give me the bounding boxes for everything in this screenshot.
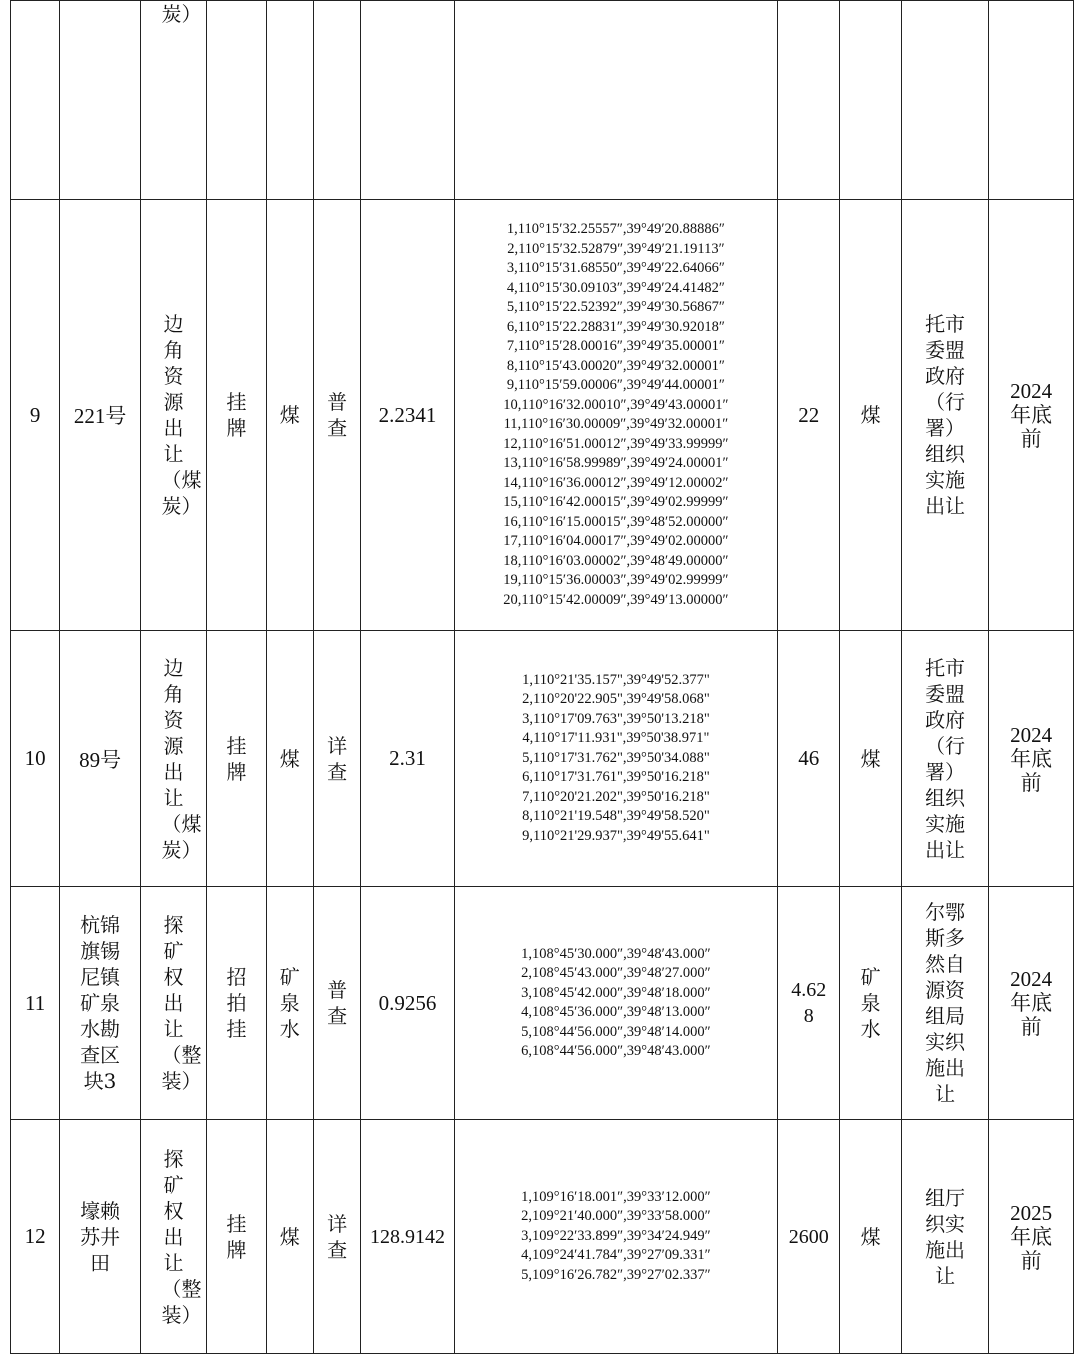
area-cell: 0.9256: [361, 887, 455, 1120]
stage-text: 详查: [327, 733, 348, 784]
time-text: 2024年底前: [1010, 379, 1053, 451]
mineral-text: 煤: [279, 403, 300, 427]
mineral2-text: 煤: [860, 1224, 881, 1249]
mineral2-text: 煤: [860, 746, 881, 771]
time-cell: [989, 887, 1074, 1120]
coords-cell: [454, 1120, 777, 1354]
mineral-cell: [266, 887, 313, 1120]
table-row: [11, 1, 1074, 200]
name-cell: 221号: [60, 200, 141, 631]
org-cell: [901, 1, 989, 200]
coords-cell: [454, 200, 777, 631]
area-cell: 2.31: [361, 631, 455, 887]
mineral-text: 矿泉水: [279, 965, 300, 1041]
seq-cell: 12: [11, 1120, 60, 1354]
method-text: 探矿权出让（整装）: [161, 913, 202, 1093]
seq-cell: 11: [11, 887, 60, 1120]
coords-text: 1,110°21'35.157",39°49'52.377" 2,110°20'22.905",39°49'58.068" 3,110°17'09.763",39°50'13.218" 4,110°17'11.931",39°50'38.971" 5,110°17'31.762",39°50'34.088" 6,110°17'31.761",39°50'16.218" 7,110°20'21.202",39°50'16.218" 8,110°21'19.548",39°49'58.520" 9,110°21'29.937",39°49'55.641": [522, 671, 710, 844]
mineral-text: 煤: [279, 746, 300, 771]
org-text: 尔鄂斯多然自源资组局实织施出让: [925, 900, 966, 1106]
name-cell: 89号: [60, 631, 141, 887]
coords-text: 1,110°15′32.25557″,39°49′20.88886″ 2,110°15′32.52879″,39°49′21.19113″ 3,110°15′31.68550″,39°49′22.64066″ 4,110°15′30.09103″,39°49′24.41482″ 5,110°15′22.52392″,39°49′30.56867″ 6,110°15′22.28831″,39°49′30.92018″ 7,110°15′28.00016″,39°49′35.00001″ 8,110°15′43.00020″,39°49′32.00001″ 9,110°15′59.00006″,39°49′44.00001″ 10,110°16′32.00010″,39°49′43.00001″ 11,110°16′30.00009″,39°49′32.00001″ 12,110°16′51.00012″,39°49′33.99999″ 13,110°16′58.99989″,39°49′24.00001″ 14,110°16′36.00012″,39°49′12.00002″ 15,110°16′42.00015″,39°49′02.99999″ 16,110°16′15.00015″,39°48′52.00000″ 17,110°16′04.00017″,39°49′02.00000″ 18,110°16′03.00002″,39°48′49.00000″ 19,110°15′36.00003″,39°49′02.99999″ 20,110°15′42.00009″,39°49′13.00000″: [503, 221, 729, 608]
stage-cell: [313, 1120, 360, 1354]
mineral2-cell: [840, 631, 901, 887]
method-text: 边角资源出让（煤炭）: [161, 655, 202, 862]
org-text: 托市委盟政府（行署）组织实施出让: [925, 312, 966, 518]
method-text: 炭）: [161, 2, 202, 26]
name-cell: [60, 1, 141, 200]
mineral2-text: 矿泉水: [860, 965, 881, 1041]
method-cell: [140, 631, 206, 887]
sale-cell: [207, 1120, 266, 1354]
table-row: [11, 200, 1074, 631]
mineral-cell: [266, 1120, 313, 1354]
stage-cell: [313, 887, 360, 1120]
area-text: 128.9142: [370, 1225, 446, 1248]
sale-cell: [207, 200, 266, 631]
area-cell: 2.2341: [361, 200, 455, 631]
mineral2-text: 煤: [860, 403, 881, 427]
name-text: 杭锦旗锡尼镇矿泉水勘查区块3: [80, 913, 121, 1093]
org-cell: [901, 631, 989, 887]
time-text: 2024年底前: [1010, 967, 1053, 1039]
coords-cell: [454, 631, 777, 887]
stage-text: 详查: [327, 1211, 348, 1262]
method-cell: [140, 887, 206, 1120]
time-text: 2024年底前: [1010, 722, 1053, 795]
coords-text: 1,109°16′18.001″,39°33′12.000″ 2,109°21′40.000″,39°33′58.000″ 3,109°22′33.899″,39°34′24.949″ 4,109°24′41.784″,39°27′09.331″ 5,109°16′26.782″,39°27′02.337″: [521, 1188, 711, 1283]
name-cell: [60, 1120, 141, 1354]
stage-cell: [313, 200, 360, 631]
time-cell: [989, 1120, 1074, 1354]
sale-cell: [207, 631, 266, 887]
table-row: [11, 631, 1074, 887]
time-cell: [989, 1, 1074, 200]
resources-cell: 46: [777, 631, 839, 887]
sale-text: 招拍挂: [226, 965, 247, 1041]
table-row: [11, 1120, 1074, 1354]
mineral-cell: [266, 631, 313, 887]
sale-cell: [207, 887, 266, 1120]
method-cell: [140, 200, 206, 631]
org-cell: [901, 1120, 989, 1354]
coords-cell: [454, 1, 777, 200]
method-cell: [140, 1, 206, 200]
resources-cell: 22: [777, 200, 839, 631]
method-cell: [140, 1120, 206, 1354]
org-text: 组厅织实施出让: [925, 1185, 966, 1288]
stage-text: 普查: [327, 390, 348, 440]
time-text: 2025年底前: [1010, 1200, 1053, 1273]
mineral2-cell: [840, 887, 901, 1120]
stage-cell: [313, 631, 360, 887]
mineral2-cell: [840, 1, 901, 200]
seq-cell: 10: [11, 631, 60, 887]
resources-cell: [777, 887, 839, 1120]
mineral-cell: [266, 200, 313, 631]
mineral2-cell: [840, 1120, 901, 1354]
resources-text: 2600: [788, 1225, 829, 1248]
table-row: [11, 887, 1074, 1120]
time-cell: [989, 200, 1074, 631]
name-cell: [60, 887, 141, 1120]
mining-rights-table: [10, 0, 1074, 1354]
org-text: 托市委盟政府（行署）组织实施出让: [925, 655, 966, 862]
method-text: 探矿权出让（整装）: [161, 1146, 202, 1327]
seq-cell: 9: [11, 200, 60, 631]
name-text: 壕赖苏井田: [80, 1198, 121, 1275]
sale-text: 挂牌: [226, 1211, 247, 1262]
resources-text: 4.628: [791, 979, 827, 1027]
org-cell: [901, 200, 989, 631]
stage-cell: [313, 1, 360, 200]
mineral-text: 煤: [279, 1224, 300, 1249]
mineral-cell: [266, 1, 313, 200]
method-text: 边角资源出让（煤炭）: [161, 312, 202, 518]
seq-cell: [11, 1, 60, 200]
sale-text: 挂牌: [226, 390, 247, 440]
area-cell: [361, 1, 455, 200]
mineral2-cell: [840, 200, 901, 631]
area-cell: [361, 1120, 455, 1354]
coords-text: 1,108°45′30.000″,39°48′43.000″ 2,108°45′43.000″,39°48′27.000″ 3,108°45′42.000″,39°48′18.000″ 4,108°45′36.000″,39°48′13.000″ 5,108°44′56.000″,39°48′14.000″ 6,108°44′56.000″,39°48′43.000″: [521, 945, 711, 1059]
stage-text: 普查: [327, 978, 348, 1028]
org-cell: [901, 887, 989, 1120]
sale-cell: [207, 1, 266, 200]
coords-cell: [454, 887, 777, 1120]
sale-text: 挂牌: [226, 733, 247, 784]
resources-cell: [777, 1120, 839, 1354]
resources-cell: [777, 1, 839, 200]
time-cell: [989, 631, 1074, 887]
